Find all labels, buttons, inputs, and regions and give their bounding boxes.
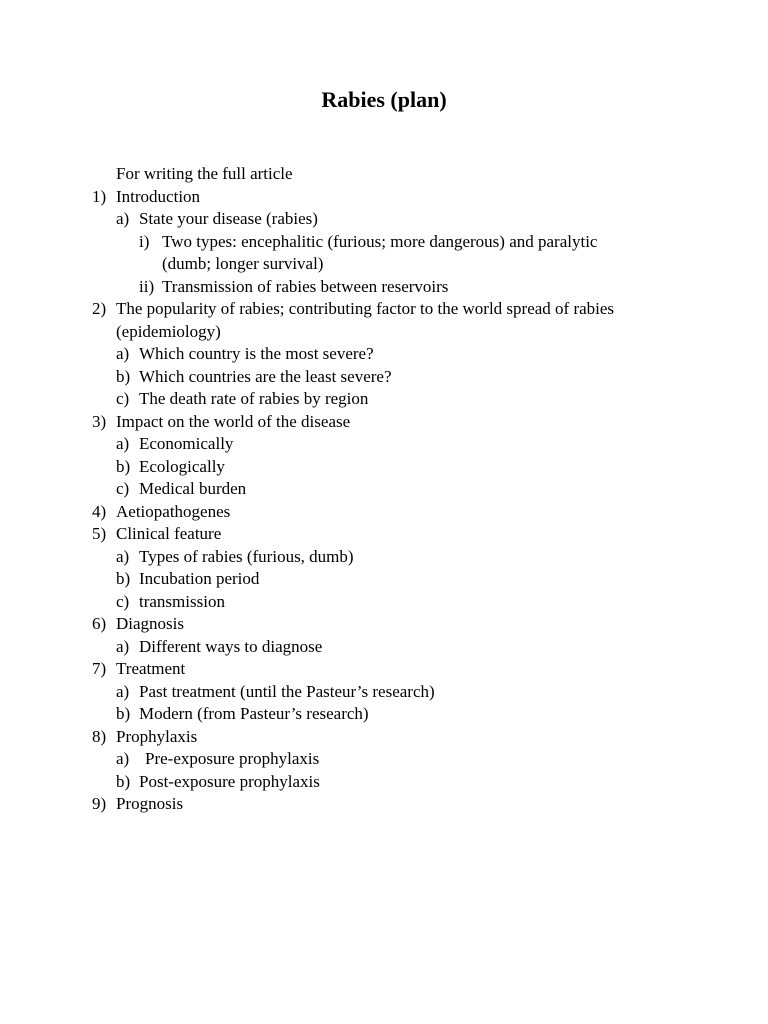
list-item	[0, 276, 768, 299]
list-item-text: Introduction	[116, 186, 201, 206]
list-item-text: The popularity of rabies; contributing factor to the world spread of rabies	[116, 299, 615, 318]
list-item	[0, 658, 768, 681]
list-item	[0, 613, 768, 636]
list-marker: 4)	[92, 501, 107, 521]
intro-text: For writing the full article	[116, 164, 293, 183]
list-item	[0, 388, 768, 411]
list-marker: 1)	[92, 186, 107, 206]
list-item-text: Diagnosis	[116, 614, 184, 633]
list-item	[0, 366, 768, 389]
list-marker: a)	[116, 749, 130, 768]
list-item-text: Economically	[139, 434, 234, 453]
list-marker: 9)	[92, 794, 107, 813]
list-item-text: Incubation period	[139, 569, 260, 588]
list-item-text: Different ways to diagnose	[139, 636, 323, 656]
list-item-text: Ecologically	[139, 456, 225, 476]
list-item	[0, 793, 768, 816]
list-item-text: Types of rabies (furious, dumb)	[139, 546, 354, 566]
list-marker: b)	[116, 704, 131, 723]
list-item-text: Past treatment (until the Pasteur’s research)	[139, 681, 435, 701]
list-item	[0, 771, 768, 794]
list-marker: 5)	[92, 524, 107, 543]
list-item-text: State your disease (rabies)	[139, 209, 318, 228]
list-item	[0, 186, 768, 209]
list-marker: 6)	[92, 614, 107, 633]
list-marker: a)	[116, 636, 130, 656]
list-item-text: Impact on the world of the disease	[116, 411, 351, 431]
list-item	[0, 231, 768, 254]
list-item-text: Treatment	[116, 659, 186, 678]
page-title: Rabies (plan)	[321, 87, 447, 112]
list-item-text: Prophylaxis	[116, 726, 198, 746]
list-item	[0, 568, 768, 591]
list-item	[0, 748, 768, 771]
list-marker: c)	[116, 591, 130, 611]
list-item-text: Post-exposure prophylaxis	[139, 771, 320, 791]
list-marker: c)	[116, 479, 130, 498]
list-item	[0, 501, 768, 524]
list-marker: 7)	[92, 659, 107, 678]
list-marker: 2)	[92, 299, 107, 318]
list-item-text: (dumb; longer survival)	[162, 254, 324, 273]
list-item-text: Which country is the most severe?	[139, 344, 374, 363]
list-item	[0, 636, 768, 659]
list-item	[0, 726, 768, 749]
list-item-text: Two types: encephalitic (furious; more dangerous) and paralytic	[162, 231, 598, 251]
list-item-text: Prognosis	[116, 794, 184, 813]
list-item	[0, 456, 768, 479]
list-item-text: Transmission of rabies between reservoirs	[162, 276, 449, 296]
list-item-continuation	[0, 253, 768, 276]
list-marker: ii)	[139, 276, 155, 296]
list-marker: a)	[116, 209, 130, 228]
list-item	[0, 546, 768, 569]
list-marker: a)	[116, 434, 130, 453]
list-item	[0, 703, 768, 726]
list-marker: b)	[116, 569, 131, 588]
list-marker: 3)	[92, 411, 107, 431]
list-item-text: Clinical feature	[116, 524, 222, 543]
list-item	[0, 343, 768, 366]
list-item	[0, 208, 768, 231]
list-marker: a)	[116, 681, 130, 701]
list-item-text: Modern (from Pasteur’s research)	[139, 704, 369, 723]
list-item	[0, 478, 768, 501]
list-item	[0, 523, 768, 546]
list-item-text: Medical burden	[139, 479, 247, 498]
list-item-text: Pre-exposure prophylaxis	[145, 749, 320, 768]
list-item	[0, 433, 768, 456]
list-item-continuation	[0, 321, 768, 344]
list-item	[0, 681, 768, 704]
list-item-text: transmission	[139, 591, 225, 611]
list-marker: b)	[116, 771, 131, 791]
list-item-text: Which countries are the least severe?	[139, 366, 392, 386]
list-marker: 8)	[92, 726, 107, 746]
list-marker: b)	[116, 456, 131, 476]
list-marker: a)	[116, 546, 130, 566]
list-marker: a)	[116, 344, 130, 363]
list-item	[0, 411, 768, 434]
list-marker: c)	[116, 389, 130, 408]
list-item-text: The death rate of rabies by region	[139, 389, 369, 408]
outline-body	[0, 163, 768, 816]
list-item-text: Aetiopathogenes	[116, 501, 231, 521]
list-marker: b)	[116, 366, 131, 386]
intro-line	[0, 163, 768, 186]
list-item-text: (epidemiology)	[116, 321, 221, 341]
list-item	[0, 298, 768, 321]
list-marker: i)	[139, 231, 150, 251]
list-item	[0, 591, 768, 614]
